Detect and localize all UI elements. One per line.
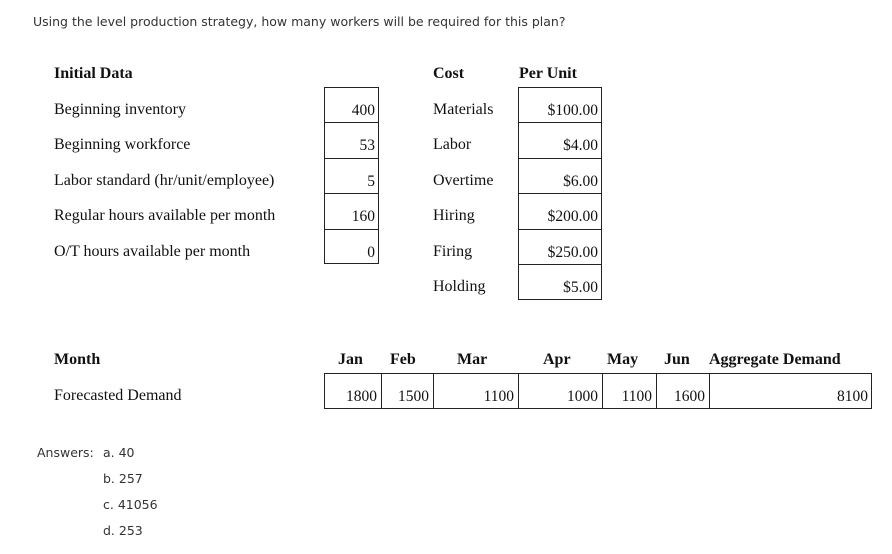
demand-value: 1100: [621, 388, 652, 405]
cost-value: $4.00: [563, 137, 598, 154]
cost-row-label: Hiring: [433, 207, 475, 224]
initial-row-label: Beginning workforce: [54, 136, 191, 153]
question-text: Using the level production strategy, how many workers will be required for this plan?: [33, 14, 566, 29]
initial-row-label: Regular hours available per month: [54, 207, 276, 224]
grid-line: [324, 193, 379, 194]
answer-option-d[interactable]: d. 253: [103, 523, 143, 538]
grid-line: [324, 158, 379, 159]
initial-row-label: Labor standard (hr/unit/employee): [54, 172, 275, 189]
cost-value: $250.00: [547, 244, 598, 261]
month-header: Jun: [664, 351, 690, 368]
cost-value: $5.00: [563, 279, 598, 296]
grid-line: [324, 229, 379, 230]
grid-line: [324, 122, 379, 123]
forecasted-demand-label: Forecasted Demand: [54, 387, 182, 404]
grid-line: [518, 264, 602, 265]
cost-row-label: Holding: [433, 278, 486, 295]
answer-option-b[interactable]: b. 257: [103, 471, 143, 486]
aggregate-demand-value: 8100: [837, 388, 868, 405]
initial-value: 400: [351, 102, 375, 119]
initial-row-label: Beginning inventory: [54, 101, 186, 118]
month-header: Feb: [390, 351, 416, 368]
initial-data-heading: Initial Data: [54, 65, 133, 82]
aggregate-demand-header: Aggregate Demand: [709, 351, 841, 368]
grid-line: [518, 158, 602, 159]
cost-row-label: Firing: [433, 243, 473, 260]
month-header: Jan: [338, 351, 363, 368]
initial-value: 0: [367, 244, 375, 261]
answer-option-a[interactable]: a. 40: [103, 445, 135, 460]
initial-value: 160: [351, 208, 375, 225]
cost-value: $100.00: [547, 102, 598, 119]
initial-value: 5: [367, 173, 375, 190]
cost-row-label: Labor: [433, 136, 472, 153]
grid-line: [518, 193, 602, 194]
grid-line: [518, 229, 602, 230]
demand-value: 1600: [674, 388, 705, 405]
cost-heading: Cost: [433, 65, 465, 82]
answer-option-c[interactable]: c. 41056: [103, 497, 158, 512]
month-header: May: [607, 351, 639, 368]
initial-value: 53: [359, 137, 375, 154]
month-header: Apr: [543, 351, 571, 368]
cost-row-label: Overtime: [433, 172, 494, 189]
initial-row-label: O/T hours available per month: [54, 243, 251, 260]
per-unit-heading: Per Unit: [519, 65, 577, 82]
demand-value: 1800: [346, 388, 377, 405]
grid-line: [518, 122, 602, 123]
cost-value: $200.00: [547, 208, 598, 225]
cost-value: $6.00: [563, 173, 598, 190]
month-heading: Month: [54, 351, 101, 368]
month-header: Mar: [457, 351, 488, 368]
demand-value: 1000: [567, 388, 598, 405]
demand-value: 1500: [398, 388, 429, 405]
answers-label: Answers:: [37, 445, 94, 460]
cost-row-label: Materials: [433, 101, 494, 118]
demand-value: 1100: [483, 388, 514, 405]
